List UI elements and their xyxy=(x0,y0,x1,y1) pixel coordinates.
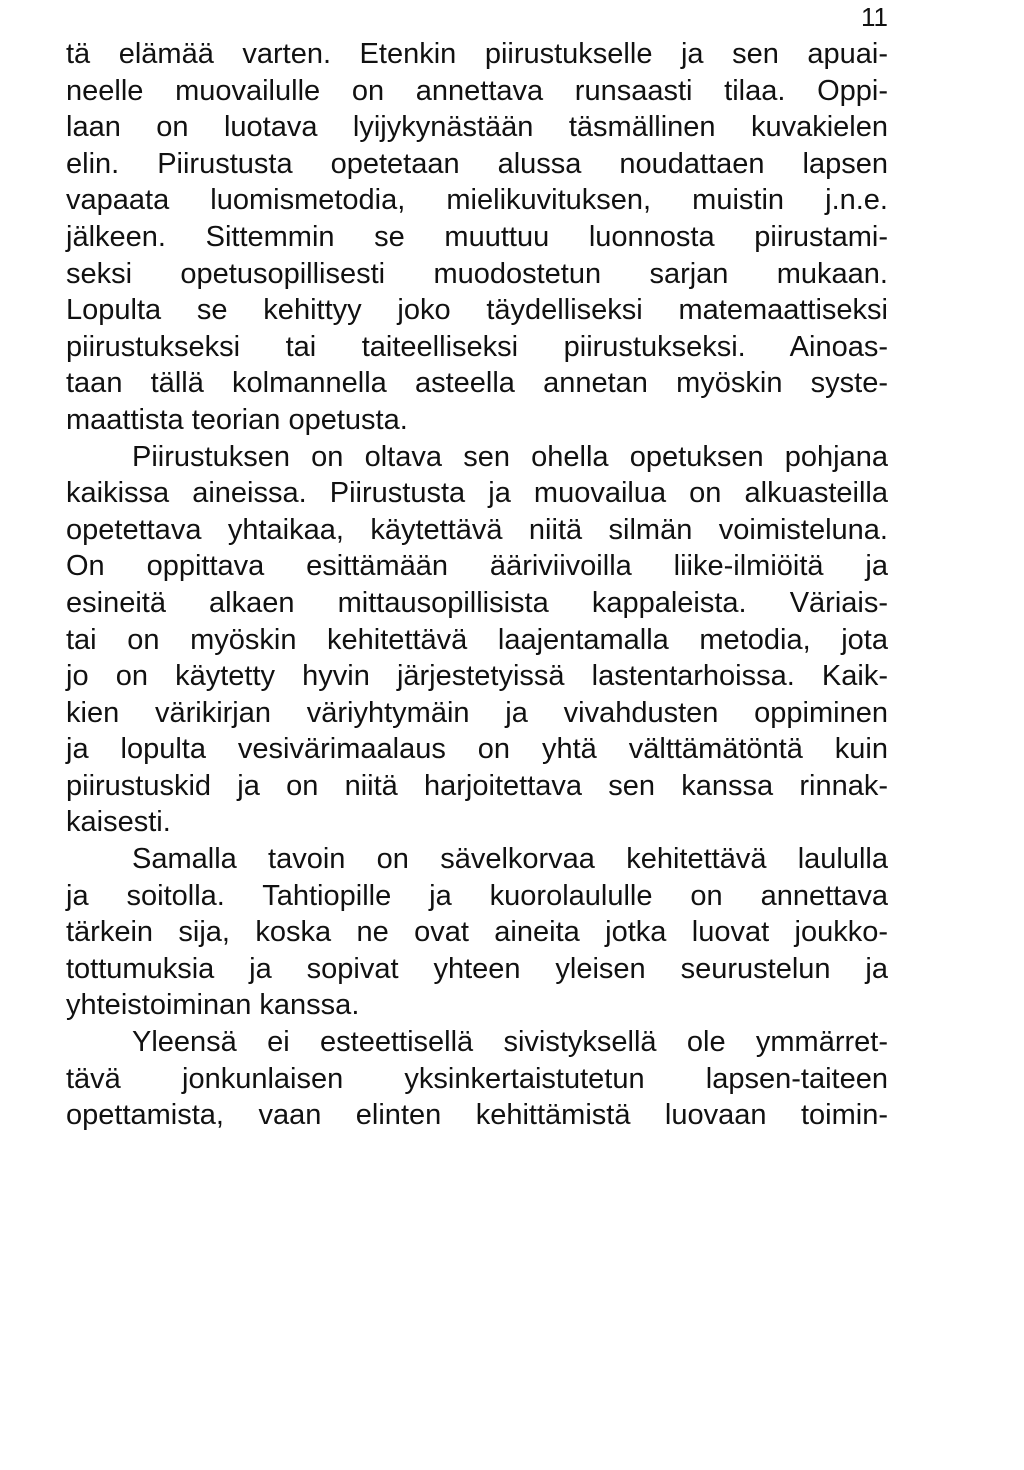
text-line: opetettava yhtaikaa, käytettävä niitä silmän voimisteluna. xyxy=(66,513,888,546)
text-line: maattista teorian opetusta. xyxy=(66,403,408,436)
paragraph-4 xyxy=(66,1024,888,1134)
text-line: tä elämää varten. Etenkin piirustukselle ja sen apuai- xyxy=(66,38,888,70)
text-line: Piirustuksen on oltava sen ohella opetuksen pohjana xyxy=(132,440,888,473)
text-line: jo on käytetty hyvin järjestetyissä lastentarhoissa. Kaik- xyxy=(66,660,888,693)
text-line: Yleensä ei esteettisellä sivistyksellä ole ymmärret- xyxy=(132,1026,888,1059)
body-text xyxy=(66,36,888,1134)
text-line: piirustukseksi tai taiteelliseksi piirustukseksi. Ainoas- xyxy=(66,330,888,363)
paragraph-1 xyxy=(66,36,888,439)
text-line: piirustuskid ja on niitä harjoitettava sen kanssa rinnak- xyxy=(66,769,888,802)
text-line: Lopulta se kehittyy joko täydelliseksi matemaattiseksi xyxy=(66,294,888,327)
text-line: laan on luotava lyijykynästään täsmällinen kuvakielen xyxy=(66,111,888,144)
text-line: Samalla tavoin on sävelkorvaa kehitettävä laululla xyxy=(132,843,888,876)
text-line: vapaata luomismetodia, mielikuvituksen, muistin j.n.e. xyxy=(66,184,888,217)
text-line: kien värikirjan väriyhtymäin ja vivahdusten oppiminen xyxy=(66,696,888,729)
text-line: tai on myöskin kehitettävä laajentamalla metodia, jota xyxy=(66,623,888,656)
text-line: tottumuksia ja sopivat yhteen yleisen seurustelun ja xyxy=(66,952,888,985)
text-line: tävä jonkunlaisen yksinkertaistutetun lapsen-taiteen xyxy=(66,1062,888,1095)
text-line: jälkeen. Sittemmin se muuttuu luonnosta piirustami- xyxy=(66,220,888,253)
text-line: kaikissa aineissa. Piirustusta ja muovailua on alkuasteilla xyxy=(66,477,888,510)
text-line: seksi opetusopillisesti muodostetun sarjan mukaan. xyxy=(66,257,888,290)
text-line: On oppittava esittämään ääriviivoilla liike-ilmiöitä ja xyxy=(66,550,888,583)
text-line: esineitä alkaen mittausopillisista kappaleista. Väriais- xyxy=(66,586,888,619)
text-line: ja lopulta vesivärimaalaus on yhtä välttämätöntä kuin xyxy=(66,733,888,766)
text-line: ja soitolla. Tahtiopille ja kuorolaululle on annettava xyxy=(66,879,888,912)
text-line: tärkein sija, koska ne ovat aineita jotka luovat joukko- xyxy=(66,916,888,949)
text-line: opettamista, vaan elinten kehittämistä luovaan toimin- xyxy=(66,1099,888,1132)
text-line: elin. Piirustusta opetetaan alussa noudattaen lapsen xyxy=(66,147,888,180)
text-line: neelle muovailulle on annettava runsaasti tilaa. Oppi- xyxy=(66,74,888,107)
text-line: taan tällä kolmannella asteella annetan myöskin syste- xyxy=(66,367,888,400)
text-line: kaisesti. xyxy=(66,806,171,839)
paragraph-3 xyxy=(66,841,888,1024)
paragraph-2 xyxy=(66,439,888,842)
text-line: yhteistoiminan kanssa. xyxy=(66,989,360,1022)
page-number: 11 xyxy=(861,2,888,32)
